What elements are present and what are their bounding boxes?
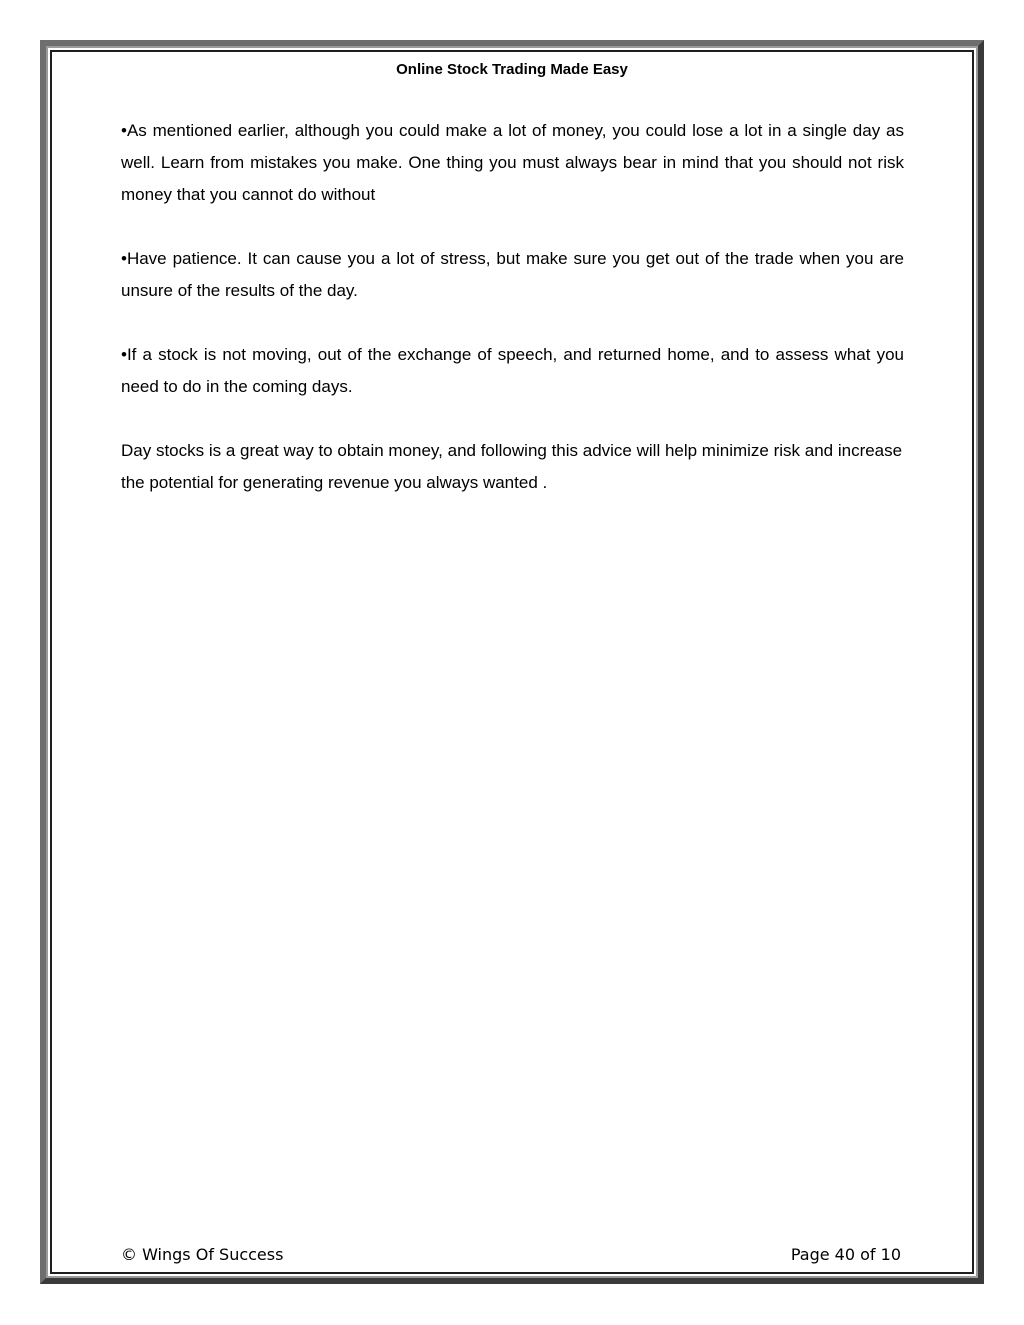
page-header-title: Online Stock Trading Made Easy [396,61,628,78]
paragraph-conclusion: Day stocks is a great way to obtain money, and following this advice will help minimize risk and increase the potential for generating revenue you always wanted . [121,441,903,492]
document-body [121,115,904,531]
paragraph-patience: •Have patience. It can cause you a lot of stress, but make sure you get out of the trade when you are unsure of the results of the day. [121,249,904,300]
footer-page-number: Page 40 of 10 [790,1245,901,1264]
paragraph-risk-warning: •As mentioned earlier, although you could make a lot of money, you could lose a lot in a single day as well. Learn from mistakes you make. One thing you must always bear in mind that you should not risk money that you cannot do without [121,121,904,204]
paragraph-stock-not-moving: •If a stock is not moving, out of the exchange of speech, and returned home, and to assess what you need to do in the coming days. [121,345,904,396]
footer-copyright: © Wings Of Success [121,1245,284,1264]
page-footer [121,1243,901,1267]
